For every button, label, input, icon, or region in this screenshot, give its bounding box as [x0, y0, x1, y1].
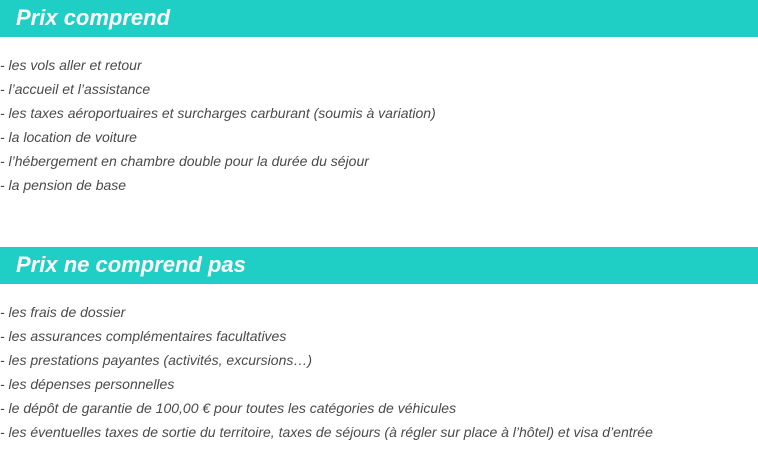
list-item: - la pension de base [0, 177, 127, 193]
list-item: - la location de voiture [0, 129, 137, 145]
included-items-list [0, 53, 436, 197]
list-item: - les éventuelles taxes de sortie du territoire, taxes de séjours (à régler sur place à l’hôtel) et visa d’entrée [0, 424, 653, 440]
list-item: - l’hébergement en chambre double pour la durée du séjour [0, 153, 369, 169]
excluded-section-header [0, 247, 758, 284]
included-section-title: Prix comprend [16, 5, 171, 30]
excluded-items-list [0, 300, 653, 444]
list-item: - le dépôt de garantie de 100,00 € pour toutes les catégories de véhicules [0, 400, 457, 416]
list-item: - les taxes aéroportuaires et surcharges carburant (soumis à variation) [0, 105, 436, 121]
list-item: - les frais de dossier [0, 304, 126, 320]
list-item: - les vols aller et retour [0, 57, 142, 73]
list-item: - l’accueil et l’assistance [0, 81, 151, 97]
list-item: - les dépenses personnelles [0, 376, 175, 392]
list-item: - les prestations payantes (activités, excursions…) [0, 352, 313, 368]
list-item: - les assurances complémentaires facultatives [0, 328, 287, 344]
included-section-header [0, 0, 758, 37]
excluded-section-title: Prix ne comprend pas [16, 252, 246, 277]
